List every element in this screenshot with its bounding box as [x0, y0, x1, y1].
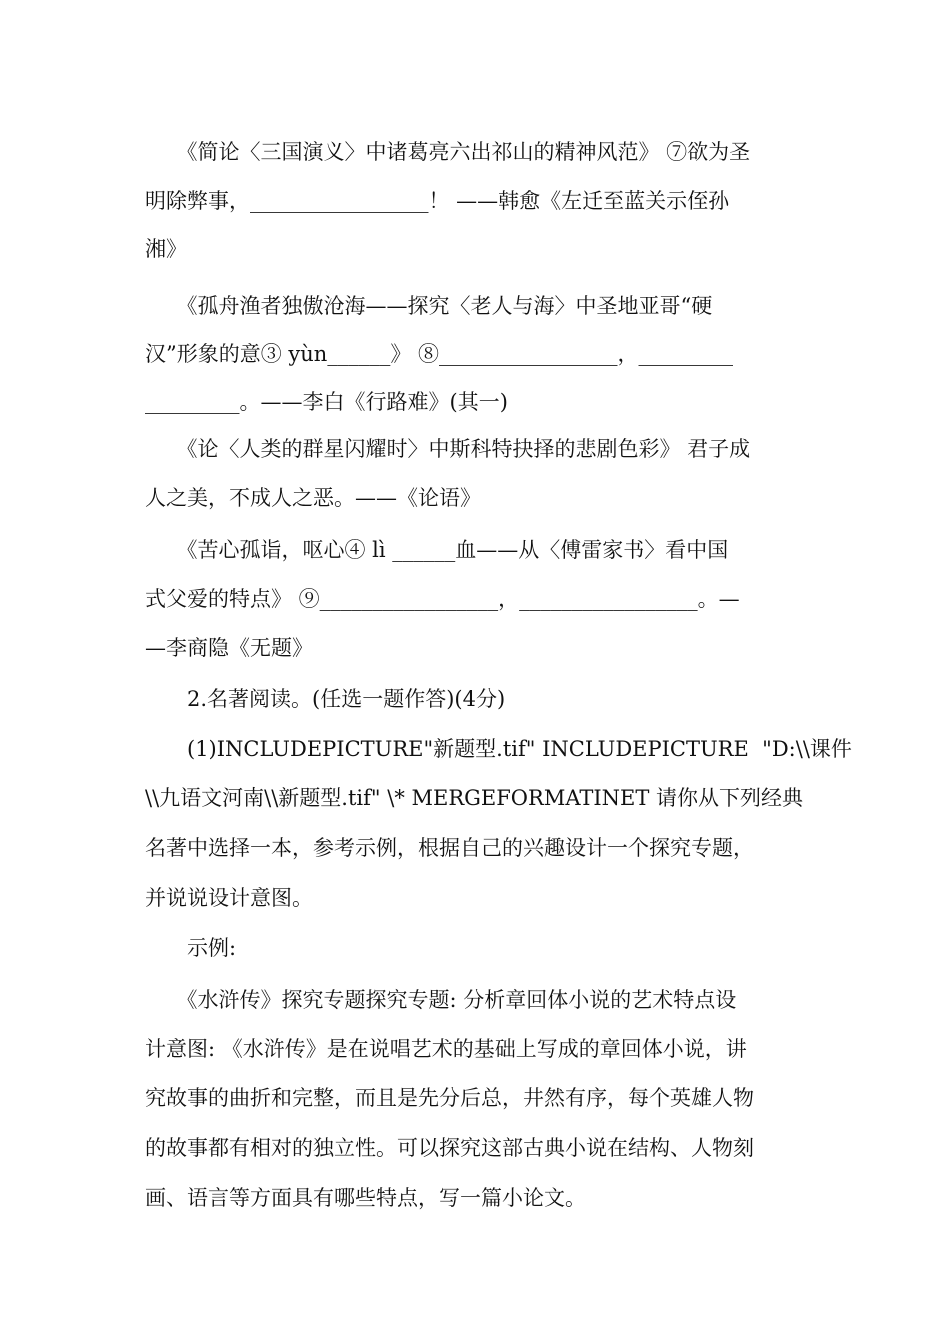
- text-line: 究故事的曲折和完整，而且是先分后总，井然有序，每个英雄人物: [145, 1086, 754, 1110]
- text-line: 《孤舟渔者独傲沧海——探究〈老人与海〉中圣地亚哥“硬: [145, 294, 713, 318]
- text-line: 明除弊事，_________________！ ——韩愈《左迁至蓝关示侄孙: [145, 189, 730, 213]
- text-line: 名著中选择一本，参考示例，根据自己的兴趣设计一个探究专题，: [145, 836, 754, 860]
- text-line: 《水浒传》探究专题探究专题: 分析章回体小说的艺术特点设: [145, 988, 737, 1012]
- text-line: 湘》: [145, 237, 187, 261]
- text-line: \\九语文河南\\新题型.tif" \* MERGEFORMATINET 请你从下列经典: [145, 786, 804, 810]
- text-line: 的故事都有相对的独立性。可以探究这部古典小说在结构、人物刻: [145, 1136, 754, 1160]
- text-line: 《论〈人类的群星闪耀时〉中斯科特抉择的悲剧色彩》 君子成: [145, 437, 751, 461]
- text-line: _________。——李白《行路难》(其一): [145, 390, 508, 414]
- text-line: 示例:: [145, 936, 237, 960]
- text-line: 《苦心孤诣，呕心④ lì ______血——从〈傅雷家书〉看中国: [145, 538, 729, 562]
- text-line: 2.名著阅读。(任选一题作答)(4分): [145, 687, 506, 711]
- text-line: 并说说设计意图。: [145, 886, 313, 910]
- text-line: (1)INCLUDEPICTURE"新题型.tif" INCLUDEPICTURE "D:\\课件: [145, 737, 852, 761]
- text-line: 计意图: 《水浒传》是在说唱艺术的基础上写成的章回体小说，讲: [145, 1037, 747, 1061]
- text-line: 人之美，不成人之恶。——《论语》: [145, 486, 481, 510]
- text-line: 《简论〈三国演义〉中诸葛亮六出祁山的精神风范》 ⑦欲为圣: [145, 140, 751, 164]
- text-line: 汉”形象的意③ yùn______》 ⑧_________________，_________: [145, 342, 733, 366]
- text-line: 画、语言等方面具有哪些特点，写一篇小论文。: [145, 1186, 586, 1210]
- text-line: —李商隐《无题》: [145, 636, 313, 660]
- text-line: 式父爱的特点》 ⑨_________________，_________________。—: [145, 587, 740, 611]
